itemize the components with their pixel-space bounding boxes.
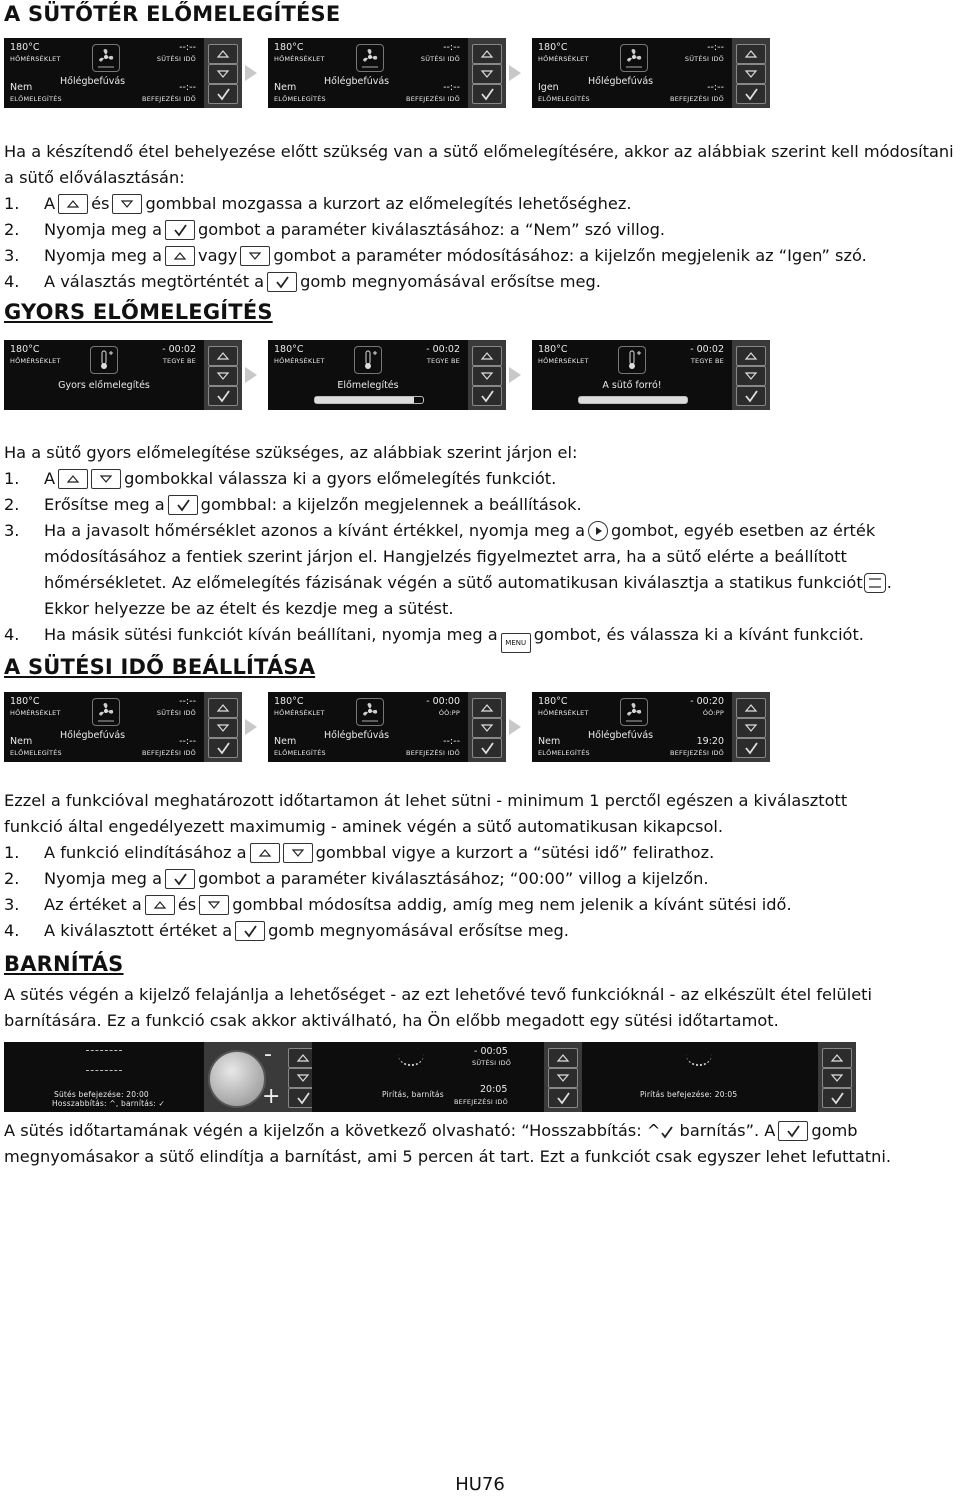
temperature-label: HŐMÉRSÉKLET [10,357,61,365]
temperature-label: HŐMÉRSÉKLET [10,709,61,717]
function-name: Hőlégbefúvás [588,76,654,87]
fast-step-1: 1. A gombokkal válassza ki a gyors előmelegítés funkciót. [4,469,557,488]
browning-screen-2 [312,1042,544,1112]
confirm-button-icon [778,1121,808,1141]
down-button-icon [199,895,229,915]
up-button-icon [58,194,88,214]
preheat-intro [4,139,956,295]
temperature-value: 180°C [538,696,568,707]
section-title-browning: BARNÍTÁS [4,952,124,976]
end-time-value: 20:05 [480,1084,508,1095]
down-button-icon [112,194,142,214]
down-button[interactable] [472,366,502,386]
confirm-button[interactable] [208,738,238,758]
confirm-button-icon [235,921,265,941]
confirm-button[interactable] [472,84,502,104]
button-column [204,38,242,108]
down-button[interactable] [208,366,238,386]
knob-minus-label: - [264,1042,272,1067]
browning-end-text: Pirítás befejezése: 20:05 [640,1090,738,1099]
fast-step-3-line3: hőmérsékletet. Az előmelegítés fázisának végén a sütő automatikusan kiválasztja a statikus funkciót . [44,573,892,592]
up-button-icon [58,469,88,489]
end-time-label: BEFEJEZÉSI IDŐ [142,749,196,757]
end-of-cooking-text: Sütés befejezése: 20:00 [54,1090,149,1099]
browning-screen-3 [582,1042,818,1112]
cooking-time-value: --:-- [707,42,724,53]
fast-step-3: 3. Ha a javasolt hőmérséklet azonos a kívánt értékkel, nyomja meg a gombot, egyéb esetben az érték [4,521,876,540]
browning-icon [686,1048,712,1066]
end-time-label: BEFEJEZÉSI IDŐ [406,749,460,757]
confirm-button-icon [165,220,195,240]
cooking-time-label: SÜTÉSI IDŐ [156,55,196,63]
time-step-4: 4. A kiválasztott értéket a gomb megnyomásával erősítse meg. [4,921,569,940]
end-time-label: BEFEJEZÉSI IDŐ [406,95,460,103]
arrow-right-icon [509,367,521,383]
down-button[interactable] [822,1068,852,1088]
confirm-button[interactable] [548,1088,578,1108]
up-button-icon [145,895,175,915]
browning-screen-1 [4,1042,204,1112]
preheat-progress-bar [578,396,688,404]
function-label: Pirítás, barnítás [382,1090,444,1099]
cooking-time-label: ÓÓ:PP [438,709,460,717]
oven-display-screen [4,38,204,108]
cooking-time-label: SÜTÉSI IDŐ [420,55,460,63]
function-name: Hőlégbefúvás [588,730,654,741]
fast-intro [4,440,956,653]
oven-display-screen [268,38,468,108]
insert-food-label: TEGYE BE [690,357,724,365]
cooking-time-value: - 00:05 [474,1046,508,1057]
end-time-value: --:-- [179,736,196,747]
oven-display-screen [4,340,204,410]
fan-icon [620,44,648,72]
function-name: Hőlégbefúvás [60,76,126,87]
menu-button-icon: MENU [501,633,531,653]
temperature-value: 180°C [274,696,304,707]
fast-preheat-status: A sütő forró! [602,380,662,391]
time-step-1: 1. A funkció elindításához a gombbal vigye a kurzort a “sütési idő” felirathoz. [4,843,715,862]
cooking-time-value: - 00:02 [690,344,724,355]
end-time-value: 19:20 [696,736,724,747]
temperature-value: 180°C [538,344,568,355]
temperature-value: 180°C [274,42,304,53]
end-time-label: BEFEJEZÉSI IDŐ [454,1098,508,1106]
control-knob-panel [204,1042,284,1112]
button-column [732,38,770,108]
up-button[interactable] [472,346,502,366]
oven-display-screen [532,38,732,108]
confirm-button[interactable] [736,84,766,104]
preheat-label: ELŐMELEGÍTÉS [538,749,590,757]
confirm-button-icon [165,869,195,889]
temperature-label: HŐMÉRSÉKLET [274,55,325,63]
time-step-3: 3. Az értéket a és gombbal módosítsa addig, amíg meg nem jelenik a kívánt sütési idő. [4,895,792,914]
confirm-button[interactable] [208,84,238,104]
up-button[interactable] [208,346,238,366]
cooking-time-value: - 00:02 [162,344,196,355]
up-button[interactable] [736,698,766,718]
check-mark-icon [660,1125,674,1139]
arrow-right-icon [509,65,521,81]
browning-intro-line2: barnítására. Ez a funkció csak akkor aktiválható, ha Ön előbb megadott egy sütési időtartamot. [4,1011,779,1030]
cooking-time-label: SÜTÉSI IDŐ [156,709,196,717]
temperature-value: 180°C [10,696,40,707]
fast-preheat-status: Előmelegítés [337,380,399,391]
static-function-icon [864,573,886,593]
button-column [544,1042,582,1112]
preheat-label: ELŐMELEGÍTÉS [10,95,62,103]
cooking-time-value: - 00:00 [426,696,460,707]
knob-plus-label: + [262,1084,281,1109]
function-name: Hőlégbefúvás [324,730,390,741]
oven-display-screen [268,340,468,410]
fan-icon [620,698,648,726]
time-intro [4,788,956,944]
arrow-right-icon [245,719,257,735]
time-intro-line2: funkció által engedélyezett maximumig - aminek végén a sütő automatikusan kikapcsol. [4,817,723,836]
insert-food-label: TEGYE BE [426,357,460,365]
up-button[interactable] [736,346,766,366]
confirm-button-icon [267,272,297,292]
thermometer-icon [90,346,118,374]
button-column [204,340,242,410]
down-button[interactable] [736,64,766,84]
temperature-label: HŐMÉRSÉKLET [538,709,589,717]
preheat-progress-bar [314,396,424,404]
time-step-2: 2. Nyomja meg a gombot a paraméter kiválasztásához; “00:00” villog a kijelzőn. [4,869,709,888]
browning-outro [4,1118,956,1170]
fast-intro-text: Ha a sütő gyors előmelegítése szükséges, az alábbiak szerint járjon el: [4,443,578,462]
fan-icon [356,44,384,72]
fast-step-4: 4. Ha másik sütési funkciót kíván beállítani, nyomja meg a MENU gombot, és válassza ki a kívánt funkciót. [4,622,956,653]
cooking-time-value: - 00:02 [426,344,460,355]
browning-outro-line1: A sütés időtartamának végén a kijelzőn a következő olvasható: “Hosszabbítás: ^ barnítás”. A gomb [4,1121,858,1140]
grill-icon [86,1050,122,1067]
preheat-label: ELŐMELEGÍTÉS [10,749,62,757]
end-time-value: --:-- [443,82,460,93]
browning-intro-line1: A sütés végén a kijelző felajánlja a lehetőséget - az ezt lehetővé tevő funkcióknál - az elkészült étel felületi [4,985,873,1004]
temperature-label: HŐMÉRSÉKLET [274,709,325,717]
temperature-value: 180°C [10,344,40,355]
preheat-label: ELŐMELEGÍTÉS [274,95,326,103]
cooking-time-value: --:-- [443,42,460,53]
confirm-button[interactable] [736,738,766,758]
preheat-value: Nem [10,82,33,93]
confirm-button[interactable] [736,386,766,406]
end-time-label: BEFEJEZÉSI IDŐ [670,95,724,103]
button-column [732,692,770,762]
preheat-value: Nem [10,736,33,747]
preheat-label: ELŐMELEGÍTÉS [274,749,326,757]
button-column [204,692,242,762]
down-button[interactable] [208,64,238,84]
temperature-value: 180°C [274,344,304,355]
preheat-intro-text: Ha a készítendő étel behelyezése előtt szükség van a sütő előmelegítésére, akkor az alábbiak szerint kell módosítani a sütő előválasztásán: [4,142,954,187]
button-column [818,1042,856,1112]
cooking-time-label: SÜTÉSI IDŐ [472,1059,512,1067]
up-button[interactable] [822,1048,852,1068]
fast-preheat-status: Gyors előmelegítés [58,380,150,391]
fan-icon [92,44,120,72]
time-intro-line1: Ezzel a funkcióval meghatározott időtartamon át lehet sütni - minimum 1 perctől egészen a kiválasztott [4,791,848,810]
down-button-icon [91,469,121,489]
end-time-value: --:-- [707,82,724,93]
button-column [468,692,506,762]
cooking-time-label: ÓÓ:PP [702,709,724,717]
oven-display-screen [4,692,204,762]
preheat-step-4: 4. A választás megtörténtét a gomb megnyomásával erősítse meg. [4,272,601,291]
fast-step-2: 2. Erősítse meg a gombbal: a kijelzőn megjelennek a beállítások. [4,495,582,514]
end-time-value: --:-- [179,82,196,93]
cooking-time-value: --:-- [179,696,196,707]
button-column [468,340,506,410]
thermometer-icon [354,346,382,374]
cooking-time-value: - 00:20 [690,696,724,707]
fast-step-3-line2: módosításához a fentiek szerint járjon el. Hangjelzés figyelmeztet arra, ha a sütő elérte a beállított [44,547,847,566]
down-button[interactable] [736,366,766,386]
cooking-time-value: --:-- [179,42,196,53]
preheat-value: Nem [274,82,297,93]
temperature-label: HŐMÉRSÉKLET [538,357,589,365]
oven-display-screen [532,340,732,410]
preheat-value: Igen [538,82,559,93]
confirm-button[interactable] [822,1088,852,1108]
section-title-fast-preheat: GYORS ELŐMELEGÍTÉS [4,300,273,324]
preheat-value: Nem [274,736,297,747]
end-time-value: --:-- [443,736,460,747]
confirm-button-icon [168,495,198,515]
oven-display-screen [532,692,732,762]
down-button-icon [283,843,313,863]
arrow-right-icon [245,367,257,383]
preheat-step-1: 1. A és gombbal mozgassa a kurzort az előmelegítés lehetőséghez. [4,194,632,213]
down-button[interactable] [548,1068,578,1088]
thermometer-icon [618,346,646,374]
fan-icon [92,698,120,726]
fan-icon [356,698,384,726]
browning-outro-line2: megnyomásakor a sütő elindítja a barnítást, ami 5 percen át tart. Ezt a funkciót csak egyszer lehet lefuttatni. [4,1147,891,1166]
cooking-time-label: SÜTÉSI IDŐ [684,55,724,63]
preheat-step-3: 3. Nyomja meg a vagy gombot a paraméter módosításához: a kijelzőn megjelenik az “Igen” szó. [4,246,867,265]
insert-food-label: TEGYE BE [162,357,196,365]
section-title-cooking-time: A SÜTÉSI IDŐ BEÁLLÍTÁSA [4,655,316,679]
down-button[interactable] [208,718,238,738]
temperature-value: 180°C [538,42,568,53]
end-time-label: BEFEJEZÉSI IDŐ [670,749,724,757]
up-button[interactable] [548,1048,578,1068]
temperature-label: HŐMÉRSÉKLET [538,55,589,63]
control-knob [208,1050,266,1108]
up-button-icon [165,246,195,266]
extend-brown-text: Hosszabbítás: ^, barnítás: ✓ [52,1099,165,1108]
function-name: Hőlégbefúvás [60,730,126,741]
up-button-icon [250,843,280,863]
button-column [468,38,506,108]
up-button[interactable] [736,44,766,64]
down-button[interactable] [736,718,766,738]
function-name: Hőlégbefúvás [324,76,390,87]
page-number: HU76 [455,1474,505,1495]
temperature-label: HŐMÉRSÉKLET [274,357,325,365]
preheat-value: Nem [538,736,561,747]
grill-icon [86,1070,122,1081]
up-button[interactable] [472,44,502,64]
arrow-right-icon [245,65,257,81]
fast-step-3-line4: Ekkor helyezze be az ételt és kezdje meg a sütést. [44,599,454,618]
confirm-button[interactable] [472,386,502,406]
arrow-right-icon [509,719,521,735]
play-button-icon [588,521,608,541]
down-button[interactable] [472,718,502,738]
temperature-label: HŐMÉRSÉKLET [10,55,61,63]
down-button-icon [240,246,270,266]
browning-icon [398,1048,424,1066]
preheat-label: ELŐMELEGÍTÉS [538,95,590,103]
end-time-label: BEFEJEZÉSI IDŐ [142,95,196,103]
up-button[interactable] [208,698,238,718]
confirm-button[interactable] [472,738,502,758]
oven-display-screen [268,692,468,762]
confirm-button[interactable] [208,386,238,406]
browning-intro [4,982,956,1034]
preheat-step-2: 2. Nyomja meg a gombot a paraméter kiválasztásához: a “Nem” szó villog. [4,220,666,239]
section-title-preheat: A SÜTŐTÉR ELŐMELEGÍTÉSE [4,2,341,26]
temperature-value: 180°C [10,42,40,53]
up-button[interactable] [472,698,502,718]
up-button[interactable] [208,44,238,64]
button-column [732,340,770,410]
down-button[interactable] [472,64,502,84]
